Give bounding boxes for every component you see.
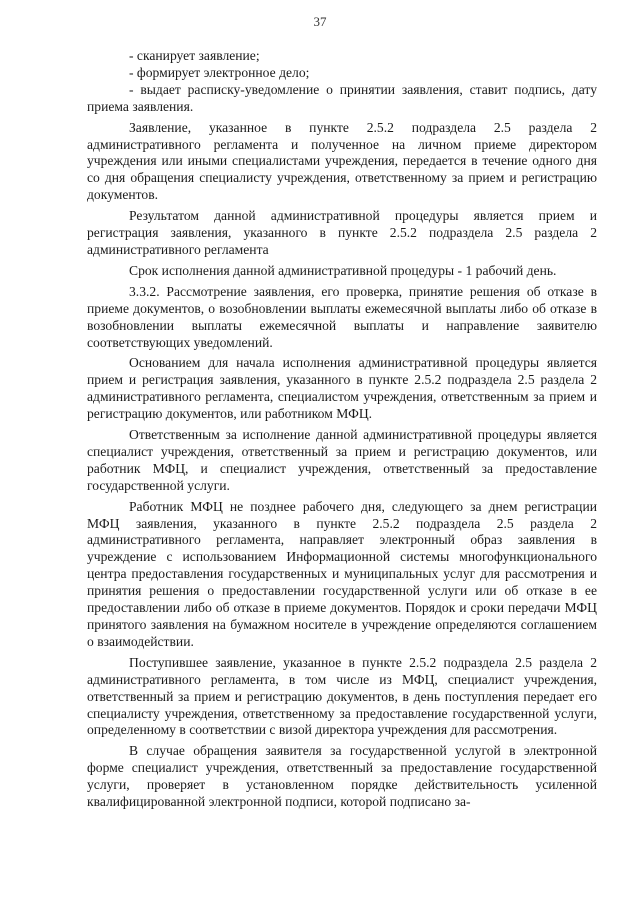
paragraph: Поступившее заявление, указанное в пункте 2.5.2 подраздела 2.5 раздела 2 административного регламента, в том числе из МФЦ, специалист учреждения, ответственный за прием и регистрацию документов, в день поступления передает его специалисту учреждения, ответственному за предоставление государственной услуги, определенному в соответствии с визой директора учреждения для рассмотрения. (87, 654, 597, 738)
document-body (87, 48, 597, 811)
list-item: - выдает расписку-уведомление о принятии заявления, ставит подпись, дату приема заявления. (87, 81, 597, 114)
paragraph: Ответственным за исполнение данной административной процедуры является специалист учреждения, ответственный за прием и регистрацию документов, или работник МФЦ, и специалист учреждения, ответственный за предоставление государственной услуги. (87, 427, 597, 493)
paragraph: Заявление, указанное в пункте 2.5.2 подраздела 2.5 раздела 2 административного регламента и полученное на личном приеме директором учреждения или иными специалистами учреждения, передается в течение одного дня со дня обращения специалисту учреждения, ответственному за прием и регистрацию документов. (87, 119, 597, 203)
paragraph: Результатом данной административной процедуры является прием и регистрация заявления, указанного в пункте 2.5.2 подраздела 2.5 раздела 2 административного регламента (87, 208, 597, 257)
list-item: - сканирует заявление; (129, 48, 260, 63)
page-number: 37 (313, 14, 327, 29)
paragraph: Работник МФЦ не позднее рабочего дня, следующего за днем регистрации МФЦ заявления, указанного в пункте 2.5.2 подраздела 2.5 раздела 2 административного регламента, направляет электронный образ заявления в учреждение с использованием Информационной системы многофункционального центра предоставления государственных и муниципальных услуг для рассмотрения и принятия решения о предоставлении государственной услуги или об отказе в ее предоставлении либо об отказе в приеме документов. Порядок и сроки передачи МФЦ принятого заявления на бумажном носителе в учреждение определяются соглашением о взаимодействии. (87, 498, 597, 649)
paragraph: В случае обращения заявителя за государственной услугой в электронной форме специалист учреждения, ответственный за предоставление государственной услуги, проверяет в установленном порядке действительность усиленной квалифицированной электронной подписи, которой подписано за- (87, 743, 597, 810)
list-item: - формирует электронное дело; (129, 64, 310, 80)
section-heading-paragraph: 3.3.2. Рассмотрение заявления, его проверка, принятие решения об отказе в приеме документов, о возобновлении выплаты ежемесячной выплаты либо об отказе в возобновлении выплаты ежемесячной выплаты и направление заявителю соответствующих уведомлений. (87, 283, 597, 350)
paragraph: Основанием для начала исполнения административной процедуры является прием и регистрация заявления, указанного в пункте 2.5.2 подраздела 2.5 раздела 2 административного регламента, специалистом учреждения, ответственным за прием и регистрацию документов, или работником МФЦ. (87, 355, 597, 422)
paragraph: Срок исполнения данной административной процедуры - 1 рабочий день. (129, 262, 557, 278)
